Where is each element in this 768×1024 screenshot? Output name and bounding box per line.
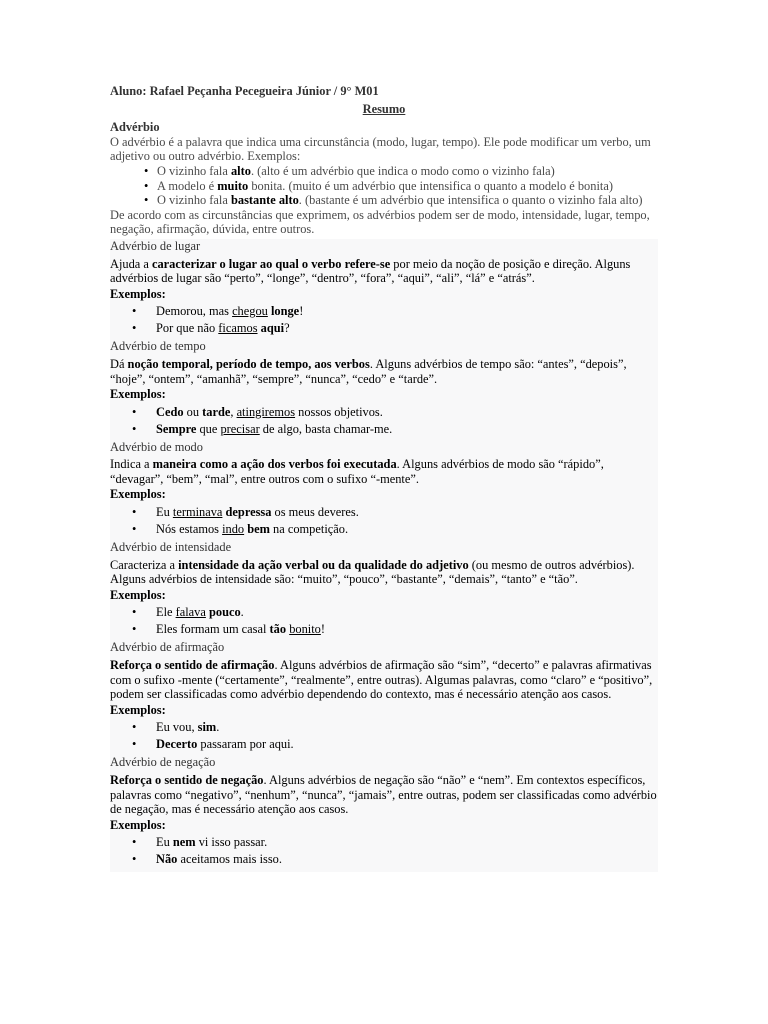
text: !: [320, 622, 325, 637]
underlined-verb: terminava: [172, 505, 223, 520]
section-title-intensidade: Advérbio de intensidade: [110, 540, 232, 555]
text: bonita. (muito é um advérbio que intensifica o quanto a modelo é bonita): [248, 178, 613, 193]
text: ou: [183, 404, 203, 419]
list-item: [132, 320, 658, 337]
adverb: longe: [270, 304, 300, 319]
bold-text: Reforça o sentido de afirmação: [110, 658, 275, 673]
examples-list-lugar: [110, 303, 658, 337]
section-text-intensidade: [110, 558, 658, 587]
list-item: [132, 404, 658, 421]
text: O vizinho fala: [157, 193, 231, 208]
examples-list-modo: [110, 504, 658, 538]
examples-label: Exemplos:: [110, 817, 166, 832]
examples-label: Exemplos:: [110, 587, 166, 602]
text: !: [299, 304, 304, 319]
bold-text: intensidade da ação verbal ou da qualidade do adjetivo: [178, 557, 469, 572]
section-text-tempo: [110, 357, 658, 386]
text: Ajuda a: [110, 256, 152, 271]
text: Demorou, mas: [156, 304, 233, 319]
text: nossos objetivos.: [295, 404, 383, 419]
text: aceitamos mais isso.: [177, 852, 282, 867]
text: passaram por aqui.: [197, 737, 294, 752]
text: Caracteriza a: [110, 557, 179, 572]
section-text-afirmacao: [110, 658, 658, 702]
examples-list-tempo: [110, 404, 658, 438]
intro-list: [110, 164, 658, 208]
list-item: [144, 164, 658, 179]
list-item: [132, 604, 658, 621]
list-item: [132, 736, 658, 753]
text: (ou mesmo de outros advérbios). Alguns advérbios de intensidade são: “muito”, “pouco”, “bastante”, “demais”, “tanto” e “tão”.: [110, 557, 635, 587]
text: . (bastante é um advérbio que intensifica o quanto o vizinho fala alto): [298, 193, 643, 208]
underlined-verb: indo: [222, 522, 245, 537]
section-text-lugar: [110, 257, 658, 286]
underlined-verb: chegou: [232, 304, 268, 319]
text: Nós estamos: [156, 522, 223, 537]
page-title: Resumo: [362, 101, 406, 116]
bold-text: caracterizar o lugar ao qual o verbo refere-se: [151, 256, 391, 271]
bold-text: Reforça o sentido de negação: [110, 773, 264, 787]
section-title-lugar: Advérbio de lugar: [110, 238, 201, 253]
text: Por que não: [156, 321, 219, 336]
underlined-verb: precisar: [220, 421, 260, 436]
examples-list-afirmacao: [110, 719, 658, 753]
list-item: [132, 719, 658, 736]
student-line: Aluno: Rafael Peçanha Pecegueira Júnior / 9° M01: [110, 84, 379, 98]
text: por meio da noção de posição e direção. Alguns advérbios de lugar são “perto”, “longe”, “dentro”, “fora”, “aqui”, “ali”, “lá” e “atrás”.: [110, 256, 631, 286]
text: A modelo é: [157, 178, 218, 193]
text: Dá: [110, 356, 128, 371]
text: Eu: [156, 835, 173, 850]
adverb: Decerto: [156, 737, 198, 752]
adverb: Sempre: [156, 421, 197, 436]
adverb: depressa: [225, 505, 272, 520]
examples-list-negacao: [110, 834, 658, 868]
text: . Alguns advérbios de modo são “rápido”, “devagar”, “bem”, “mal”, entre outros com o sufixo “-mente”.: [110, 457, 604, 486]
text: Eles formam um casal: [156, 622, 270, 637]
section-text-modo: [110, 457, 658, 486]
section-title-tempo: Advérbio de tempo: [110, 339, 206, 354]
text: de algo, basta chamar-me.: [259, 421, 393, 436]
section-text-negacao: [110, 773, 658, 817]
examples-label: Exemplos:: [110, 387, 166, 402]
text: . (alto é um advérbio que indica o modo como o vizinho fala): [250, 163, 555, 178]
section-title-negacao: Advérbio de negação: [110, 755, 216, 770]
adverb: Não: [156, 852, 178, 867]
text: Indica a: [110, 457, 153, 472]
text: que: [196, 421, 221, 436]
text: .: [240, 605, 244, 620]
intro-closing: De acordo com as circunstâncias que exprimem, os advérbios podem ser de modo, intensidade, lugar, tempo, negação, afirmação, dúvida, entre outros.: [110, 207, 650, 237]
intro-heading: Advérbio: [110, 120, 160, 135]
adverb: bem: [247, 522, 270, 537]
list-item: [132, 303, 658, 320]
text: vi isso passar.: [195, 835, 268, 850]
examples-list-intensidade: [110, 604, 658, 638]
list-item: [144, 179, 658, 194]
section-title-modo: Advérbio de modo: [110, 439, 203, 454]
text: O vizinho fala: [157, 163, 231, 178]
document-page: [110, 84, 658, 872]
underlined-verb: ficamos: [218, 321, 258, 336]
text: . Alguns advérbios de afirmação são “sim”, “decerto” e palavras afirmativas com o sufixo -mente (“certamente”, “realmente”, entre outras). Algumas palavras, como “claro” e “positivo”, podem ser classificadas como advérbio dependendo do contexto, mas é necessário atenção aos casos.: [110, 658, 653, 702]
intro-text: O advérbio é a palavra que indica uma circunstância (modo, lugar, tempo). Ele pode modificar um verbo, um adjetivo ou outro advérbio. Exemplos:: [110, 134, 651, 164]
list-item: [132, 421, 658, 438]
text: Eu: [156, 505, 173, 520]
adverb: tão: [269, 622, 287, 637]
list-item: [132, 834, 658, 851]
bold-text: noção temporal, período de tempo, aos verbos: [127, 356, 370, 371]
text: ,: [230, 404, 237, 419]
adverb: sim: [197, 720, 217, 735]
underlined-word: bonito: [289, 622, 321, 637]
examples-label: Exemplos:: [110, 487, 166, 502]
adverb-types-panel: [110, 239, 658, 872]
text: .: [216, 720, 220, 735]
list-item: [132, 521, 658, 538]
adverb: Cedo: [156, 404, 184, 419]
text: Eu vou,: [156, 720, 198, 735]
list-item: [132, 621, 658, 638]
underlined-verb: falava: [175, 605, 206, 620]
text: na competição.: [269, 522, 349, 537]
list-item: [132, 851, 658, 868]
text: ?: [284, 321, 290, 336]
section-title-afirmacao: Advérbio de afirmação: [110, 640, 225, 655]
text: . Alguns advérbios de negação são “não” e “nem”. Em contextos específicos, palavras como “negativo”, “nenhum”, “nunca”, “jamais”, entre outras, podem ser classificadas como advérbio de negação, mas é necessário atenção aos casos.: [110, 773, 657, 817]
text: . Alguns advérbios de tempo são: “antes”, “depois”, “hoje”, “ontem”, “amanhã”, “sempre”, “nunca”, “cedo” e “tarde”.: [110, 356, 627, 386]
examples-label: Exemplos:: [110, 702, 166, 717]
text: os meus deveres.: [271, 505, 359, 520]
bold-text: maneira como a ação dos verbos foi executada: [152, 457, 397, 472]
bold-text: alto: [230, 163, 251, 178]
list-item: [144, 193, 658, 208]
adverb: aqui: [260, 321, 285, 336]
text: Ele: [156, 605, 176, 620]
examples-label: Exemplos:: [110, 286, 166, 301]
underlined-verb: atingiremos: [236, 404, 296, 419]
adverb: tarde: [202, 404, 231, 419]
bold-text: bastante alto: [230, 193, 299, 208]
bold-text: muito: [217, 178, 249, 193]
list-item: [132, 504, 658, 521]
adverb: nem: [172, 835, 196, 850]
adverb: pouco: [208, 605, 241, 620]
